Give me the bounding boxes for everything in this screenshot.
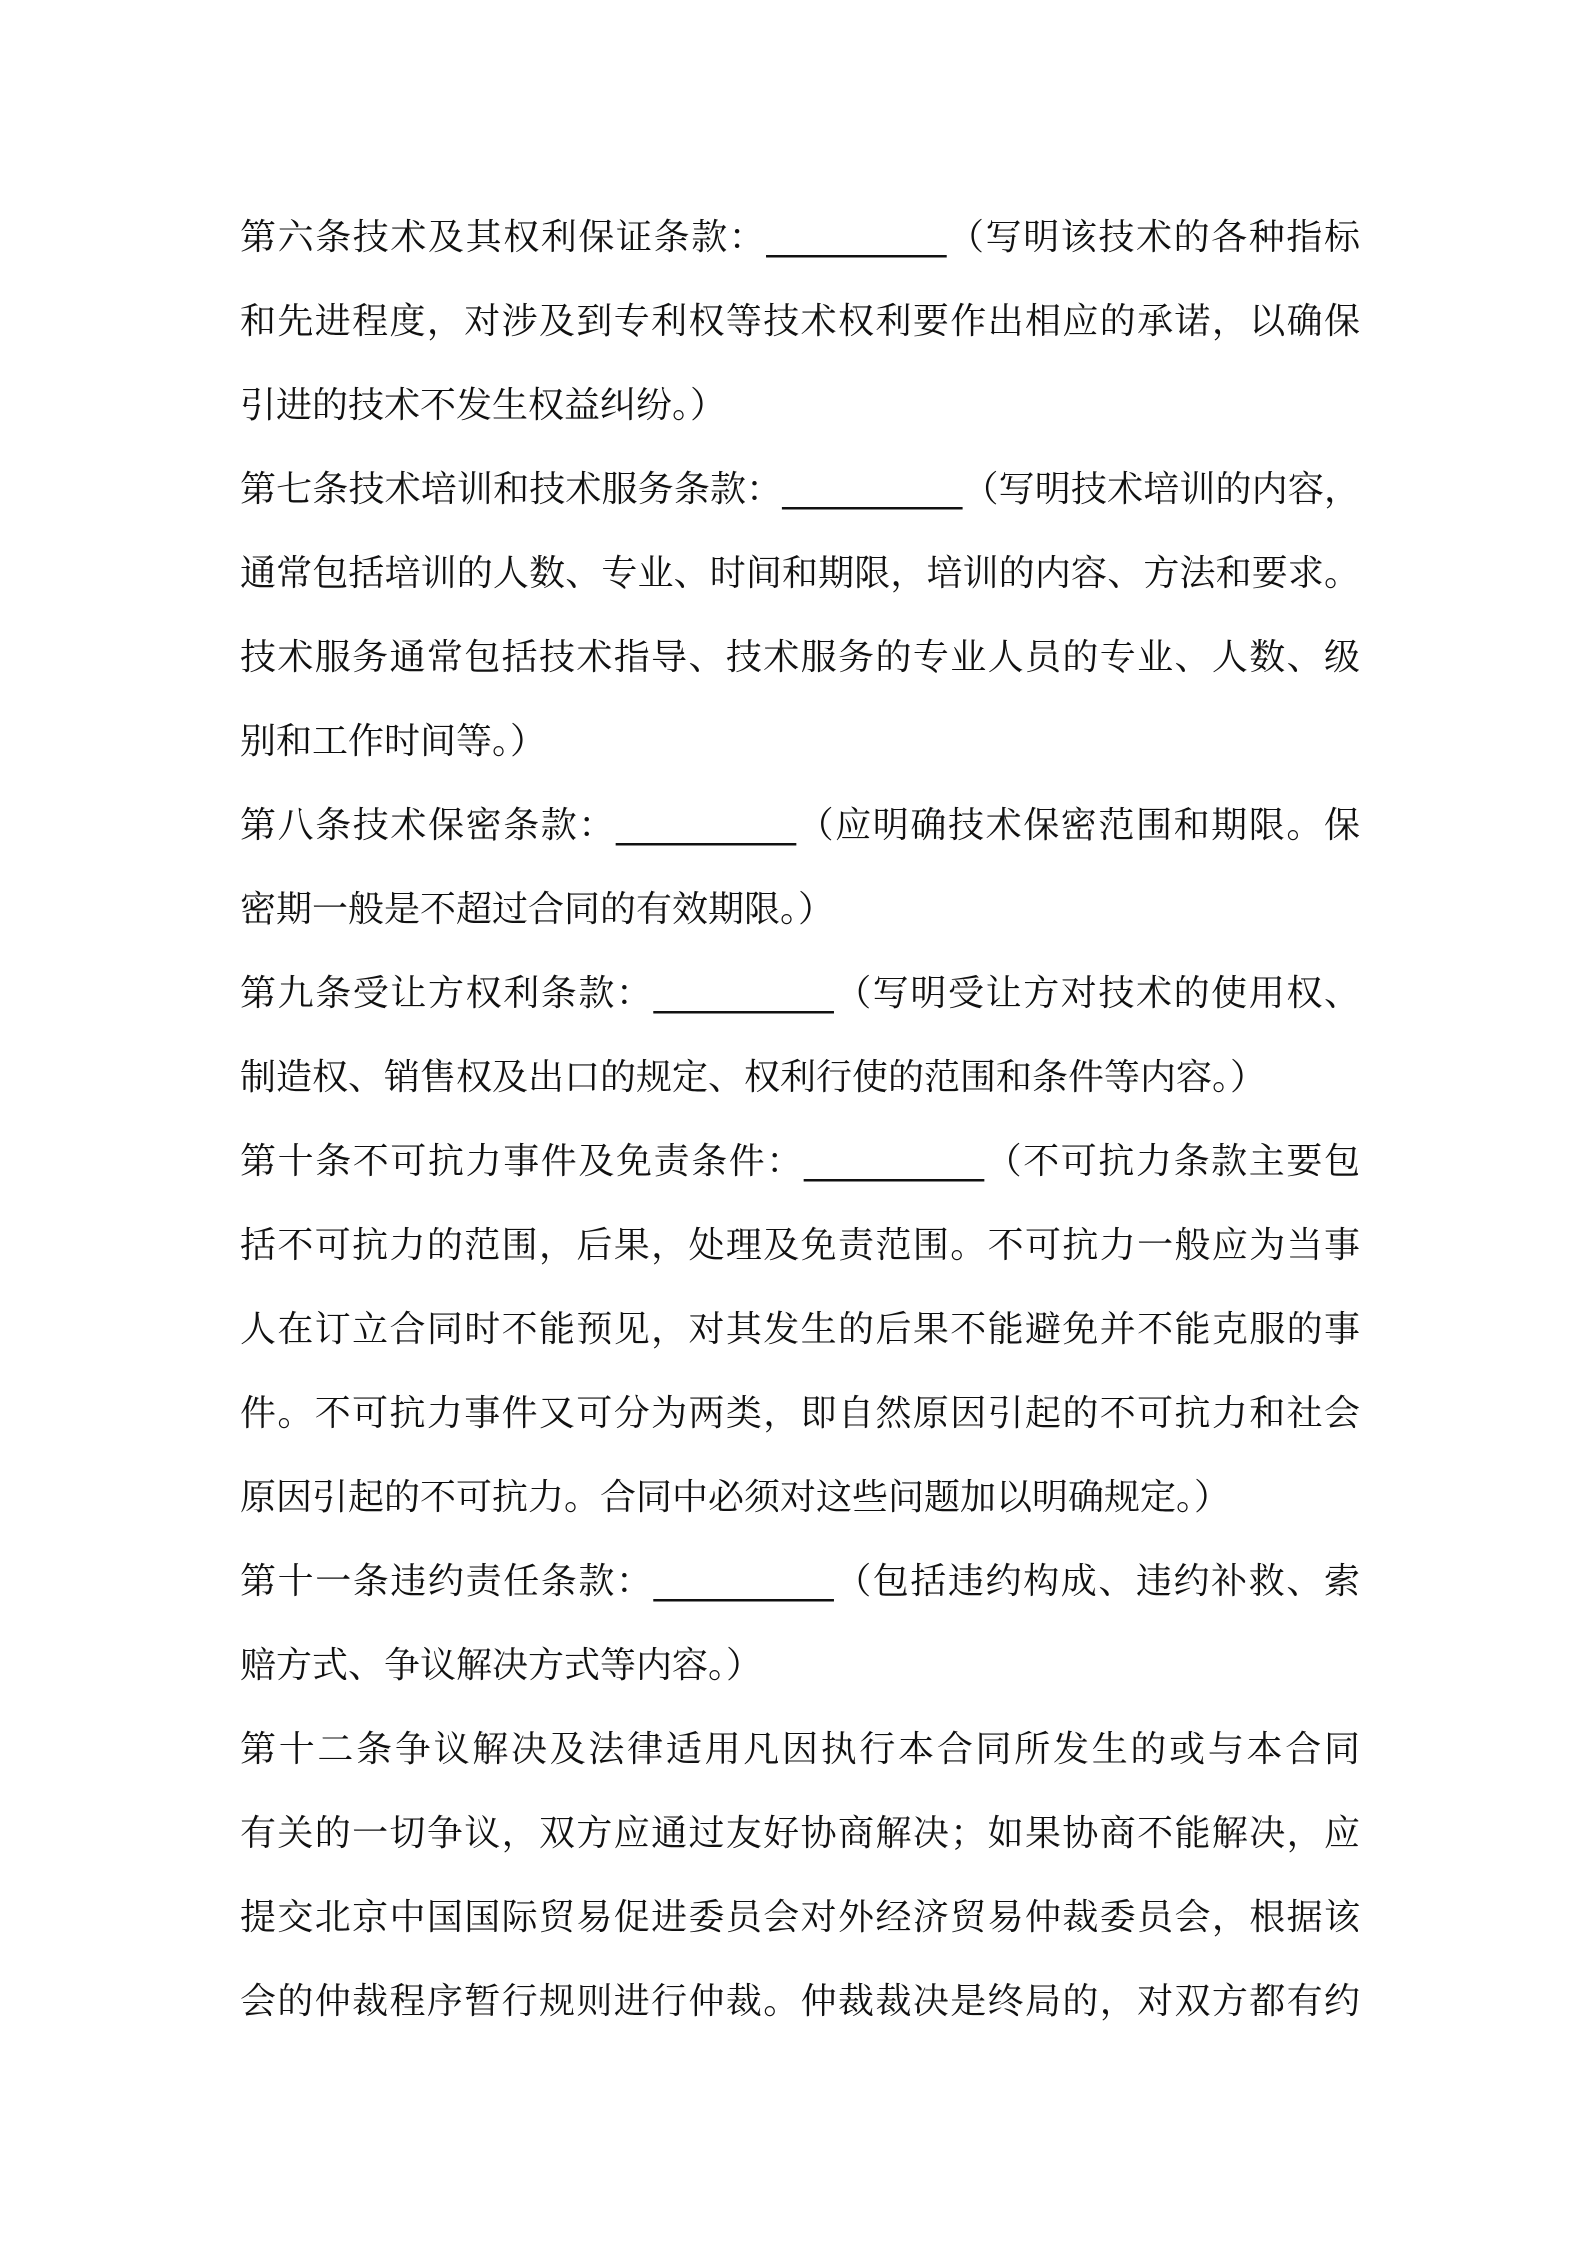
- paragraph-article-12: [240, 1708, 1360, 2044]
- paragraph-article-11: [240, 1540, 1360, 1708]
- text-line: 第九条受让方权利条款：__________（写明受让方对技术的使用权、: [240, 973, 1360, 1014]
- text-line: 件。不可抗力事件又可分为两类，即自然原因引起的不可抗力和社会: [240, 1393, 1360, 1434]
- paragraph-article-9: [240, 952, 1360, 1120]
- text-line: 通常包括培训的人数、专业、时间和期限，培训的内容、方法和要求。: [240, 553, 1360, 594]
- text-line: 别和工作时间等。）: [240, 721, 547, 762]
- text-line: 有关的一切争议，双方应通过友好协商解决；如果协商不能解决，应: [240, 1813, 1360, 1854]
- paragraph-article-7: [240, 448, 1360, 784]
- text-line: 第十一条违约责任条款：__________（包括违约构成、违约补救、索: [240, 1561, 1360, 1602]
- paragraph-article-10: [240, 1120, 1360, 1540]
- text-line: 引进的技术不发生权益纠纷。）: [240, 385, 727, 426]
- text-line: 第十条不可抗力事件及免责条件：__________（不可抗力条款主要包: [240, 1141, 1360, 1182]
- text-line: 赔方式、争议解决方式等内容。）: [240, 1645, 763, 1686]
- text-line: 第六条技术及其权利保证条款：__________（写明该技术的各种指标: [240, 217, 1360, 258]
- text-line: 原因引起的不可抗力。合同中必须对这些问题加以明确规定。）: [240, 1477, 1231, 1518]
- paragraph-article-6: [240, 196, 1360, 448]
- text-line: 第十二条争议解决及法律适用凡因执行本合同所发生的或与本合同: [240, 1729, 1360, 1770]
- text-line: 第八条技术保密条款：__________（应明确技术保密范围和期限。保: [240, 805, 1360, 846]
- text-line: 提交北京中国国际贸易促进委员会对外经济贸易仲裁委员会，根据该: [240, 1897, 1360, 1938]
- text-line: 技术服务通常包括技术指导、技术服务的专业人员的专业、人数、级: [240, 637, 1360, 678]
- text-line: 制造权、销售权及出口的规定、权利行使的范围和条件等内容。）: [240, 1057, 1267, 1098]
- text-line: 第七条技术培训和技术服务条款：__________（写明技术培训的内容，: [240, 469, 1360, 510]
- text-line: 密期一般是不超过合同的有效期限。）: [240, 889, 835, 930]
- text-line: 和先进程度，对涉及到专利权等技术权利要作出相应的承诺，以确保: [240, 301, 1360, 342]
- document-body: [240, 196, 1360, 2044]
- text-line: 括不可抗力的范围，后果，处理及免责范围。不可抗力一般应为当事: [240, 1225, 1360, 1266]
- text-line: 人在订立合同时不能预见，对其发生的后果不能避免并不能克服的事: [240, 1309, 1360, 1350]
- paragraph-article-8: [240, 784, 1360, 952]
- text-line: 会的仲裁程序暂行规则进行仲裁。仲裁裁决是终局的，对双方都有约: [240, 1981, 1360, 2022]
